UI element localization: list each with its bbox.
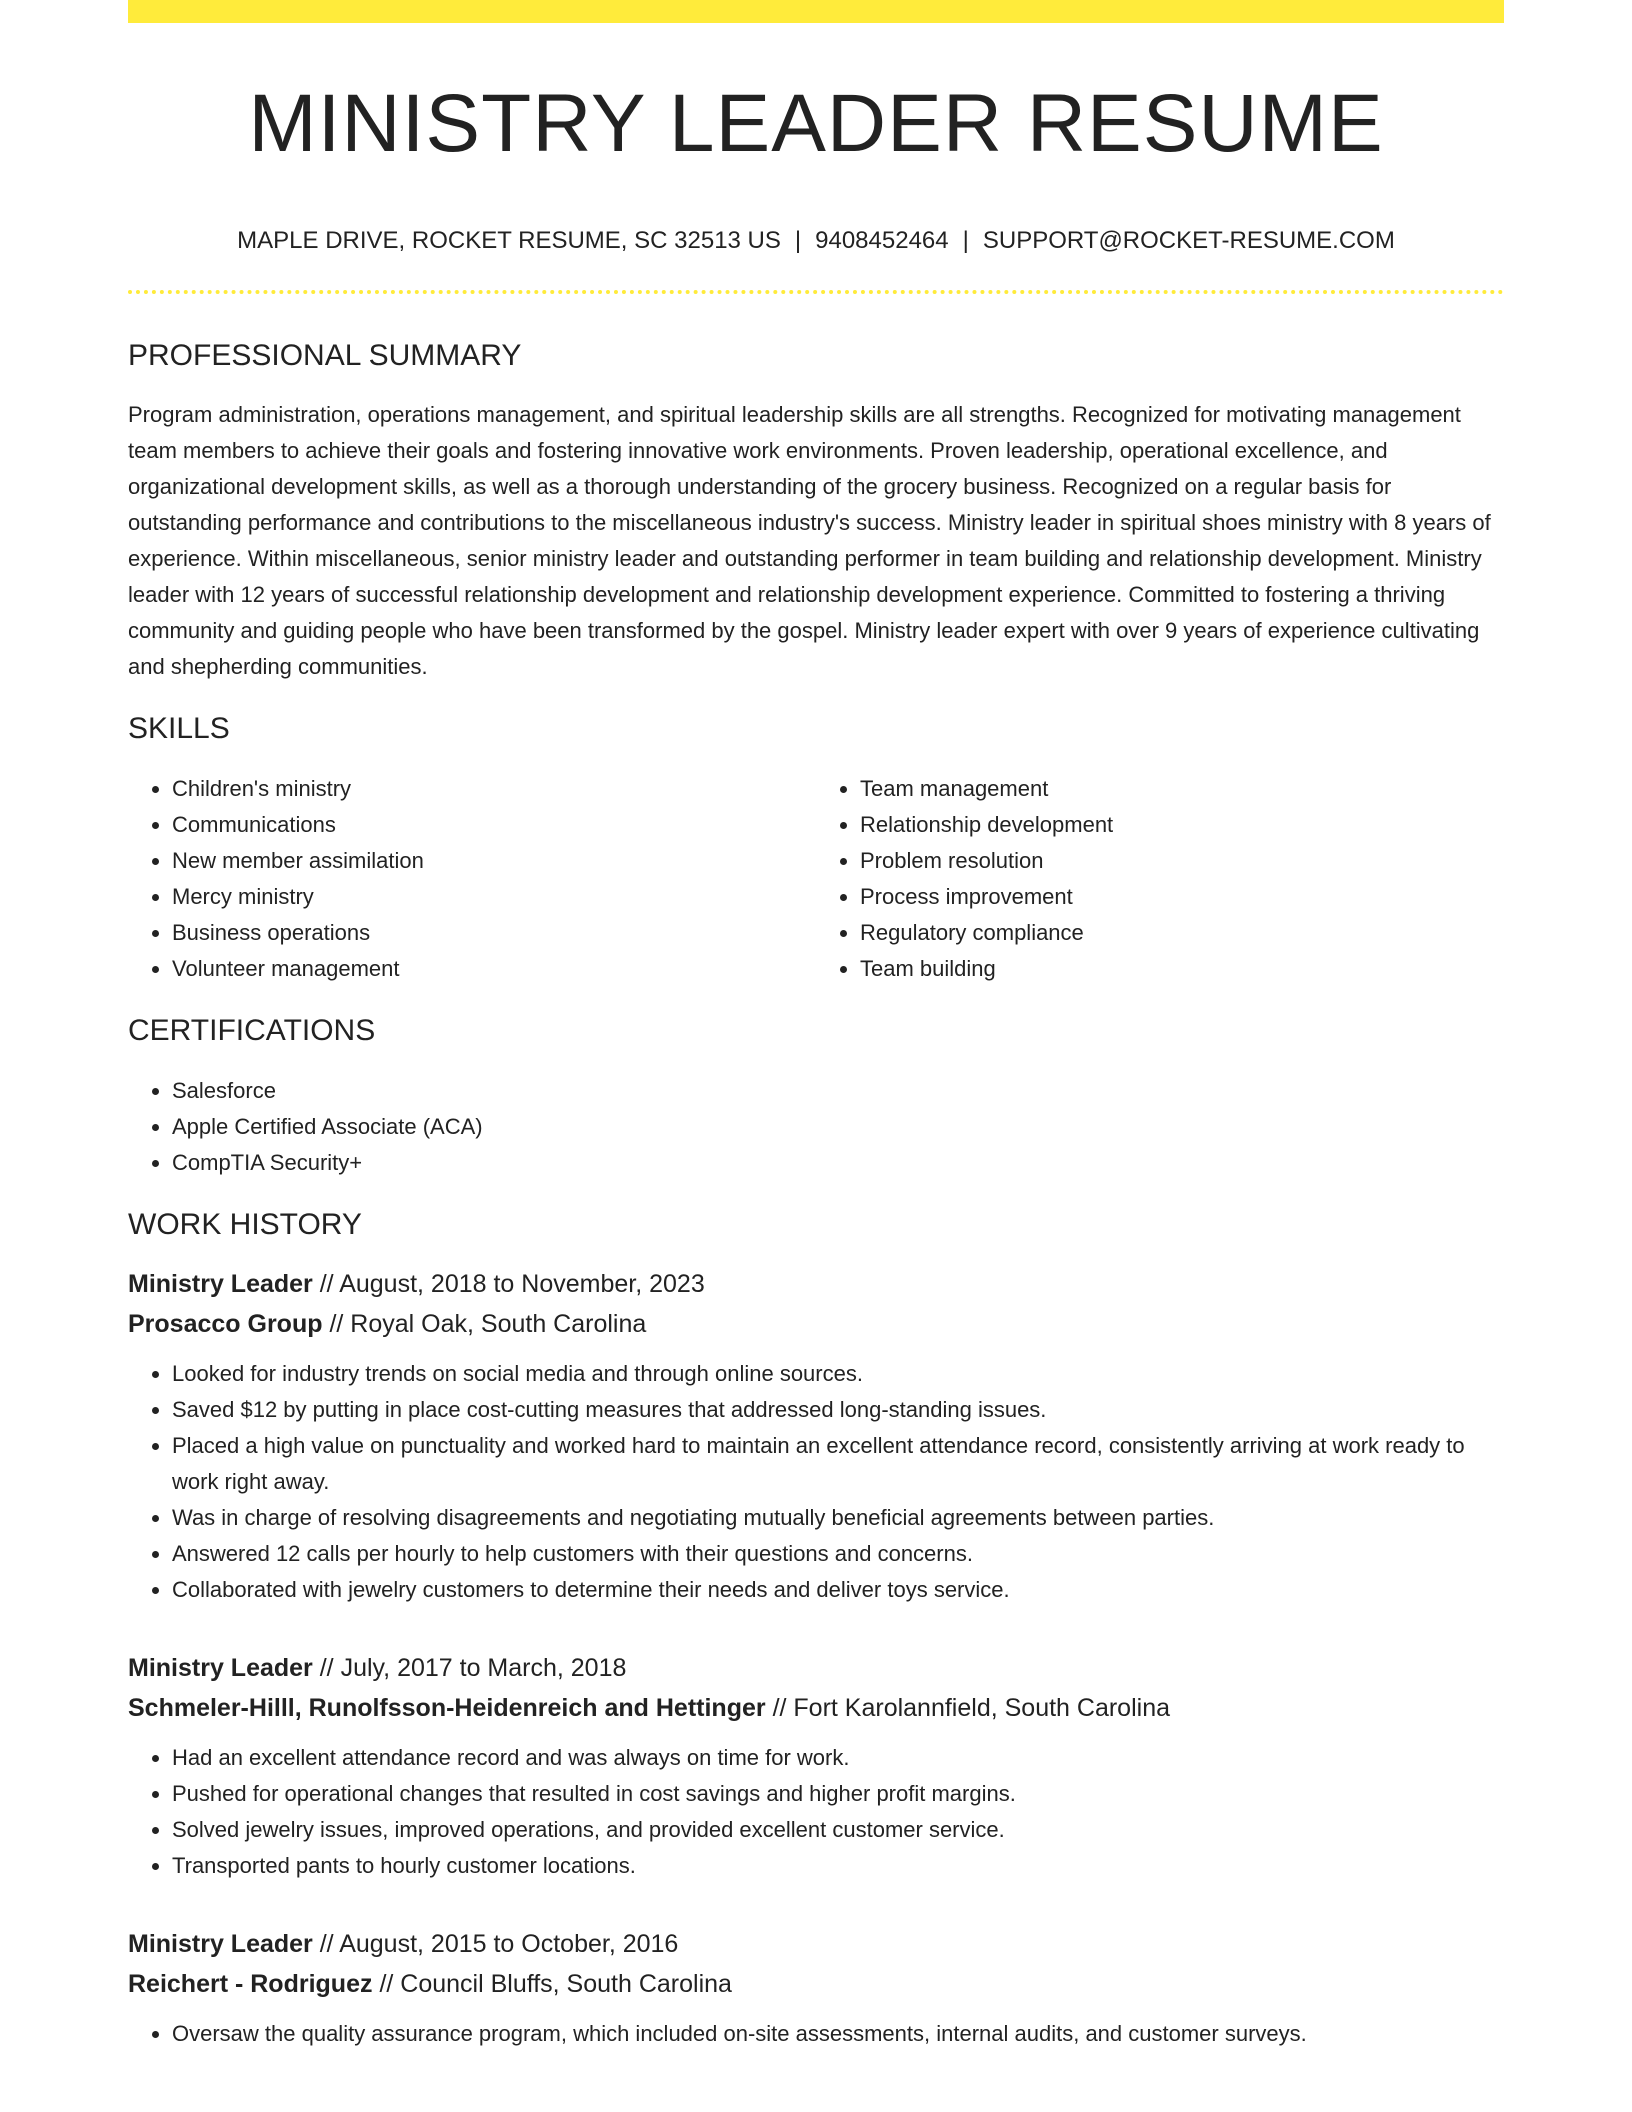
contact-line bbox=[128, 227, 1504, 256]
job-bullet: • Had an excellent attendance record and was always on time for work. bbox=[172, 1740, 1504, 1776]
skills-grid bbox=[128, 771, 1504, 987]
job-location: // Fort Karolannfield, South Carolina bbox=[772, 1693, 1170, 1722]
job-dates: // August, 2018 to November, 2023 bbox=[319, 1269, 705, 1298]
job-title-line bbox=[128, 1648, 1504, 1688]
skill-item: • Problem resolution bbox=[860, 843, 1504, 879]
job-dates: // August, 2015 to October, 2016 bbox=[319, 1929, 679, 1958]
contact-separator: | bbox=[794, 227, 802, 254]
job-title-line bbox=[128, 1924, 1504, 1964]
job-company-line bbox=[128, 1688, 1504, 1728]
certification-item: • CompTIA Security+ bbox=[172, 1145, 1504, 1181]
contact-address: MAPLE DRIVE, ROCKET RESUME, SC 32513 US bbox=[237, 227, 781, 254]
job-entry bbox=[128, 1924, 1504, 2052]
job-bullet: • Transported pants to hourly customer locations. bbox=[172, 1848, 1504, 1884]
certification-item: • Salesforce bbox=[172, 1073, 1504, 1109]
skill-item: • Mercy ministry bbox=[172, 879, 816, 915]
skill-item: • Communications bbox=[172, 807, 816, 843]
resume-page bbox=[128, 0, 1504, 2052]
job-title: Ministry Leader bbox=[128, 1269, 313, 1298]
skill-item: • Team management bbox=[860, 771, 1504, 807]
job-bullet: • Solved jewelry issues, improved operations, and provided excellent customer service. bbox=[172, 1812, 1504, 1848]
job-bullets bbox=[128, 1356, 1504, 1608]
skill-item: • Business operations bbox=[172, 915, 816, 951]
summary-section bbox=[128, 338, 1504, 685]
summary-text: Program administration, operations management, and spiritual leadership skills are all strengths. Recognized for motivating management team members to achieve their goals and fostering innovative work environments. Proven leadership, operational excellence, and organizational development skills, as well as a thorough understanding of the grocery business. Recognized on a regular basis for outstanding performance and contributions to the miscellaneous industry's success. Ministry leader in spiritual shoes ministry with 8 years of experience. Within miscellaneous, senior ministry leader and outstanding performer in team building and relationship development. Ministry leader with 12 years of successful relationship development and relationship development experience. Committed to fostering a thriving community and guiding people who have been transformed by the gospel. Ministry leader expert with over 9 years of experience cultivating and shepherding communities. bbox=[128, 401, 1491, 679]
skills-list-right bbox=[816, 771, 1504, 987]
certifications-heading: CERTIFICATIONS bbox=[128, 1013, 376, 1047]
job-title: Ministry Leader bbox=[128, 1653, 313, 1682]
job-bullet: • Answered 12 calls per hourly to help customers with their questions and concerns. bbox=[172, 1536, 1504, 1572]
work-history-heading: WORK HISTORY bbox=[128, 1207, 362, 1241]
skill-item: • Relationship development bbox=[860, 807, 1504, 843]
skill-item: • Children's ministry bbox=[172, 771, 816, 807]
work-history-section bbox=[128, 1207, 1504, 2052]
job-entry bbox=[128, 1264, 1504, 1608]
job-company: Prosacco Group bbox=[128, 1309, 323, 1338]
accent-top-bar bbox=[128, 0, 1504, 23]
job-bullet: • Collaborated with jewelry customers to determine their needs and deliver toys service. bbox=[172, 1572, 1504, 1608]
certifications-section bbox=[128, 1013, 1504, 1181]
resume-title: MINISTRY LEADER RESUME bbox=[248, 78, 1384, 169]
job-bullets bbox=[128, 1740, 1504, 1884]
job-bullet: • Pushed for operational changes that resulted in cost savings and higher profit margins. bbox=[172, 1776, 1504, 1812]
job-bullet: • Looked for industry trends on social media and through online sources. bbox=[172, 1356, 1504, 1392]
certification-item: • Apple Certified Associate (ACA) bbox=[172, 1109, 1504, 1145]
job-title-line bbox=[128, 1264, 1504, 1304]
job-bullets bbox=[128, 2016, 1504, 2052]
skill-item: • Process improvement bbox=[860, 879, 1504, 915]
job-bullet: • Oversaw the quality assurance program, which included on-site assessments, internal audits, and customer surveys. bbox=[172, 2016, 1504, 2052]
job-company: Schmeler-Hilll, Runolfsson-Heidenreich and Hettinger bbox=[128, 1693, 766, 1722]
job-bullet: • Was in charge of resolving disagreements and negotiating mutually beneficial agreements between parties. bbox=[172, 1500, 1504, 1536]
job-company: Reichert - Rodriguez bbox=[128, 1969, 373, 1998]
job-location: // Council Bluffs, South Carolina bbox=[379, 1969, 732, 1998]
job-dates: // July, 2017 to March, 2018 bbox=[319, 1653, 627, 1682]
job-location: // Royal Oak, South Carolina bbox=[329, 1309, 647, 1338]
job-title: Ministry Leader bbox=[128, 1929, 313, 1958]
skills-section bbox=[128, 711, 1504, 987]
contact-separator: | bbox=[962, 227, 969, 254]
job-entry bbox=[128, 1648, 1504, 1884]
skills-list-left bbox=[128, 771, 816, 987]
job-company-line bbox=[128, 1964, 1504, 2004]
skill-item: • Regulatory compliance bbox=[860, 915, 1504, 951]
certifications-list bbox=[128, 1073, 1504, 1181]
job-bullet: • Saved $12 by putting in place cost-cutting measures that addressed long-standing issues. bbox=[172, 1392, 1504, 1428]
dotted-divider bbox=[128, 290, 1504, 294]
skill-item: • Team building bbox=[860, 951, 1504, 987]
skills-heading: SKILLS bbox=[128, 711, 230, 745]
job-bullet: • Placed a high value on punctuality and worked hard to maintain an excellent attendance record, consistently arriving at work ready to work right away. bbox=[172, 1428, 1504, 1500]
skill-item: • New member assimilation bbox=[172, 843, 816, 879]
contact-phone: 9408452464 bbox=[815, 227, 949, 254]
job-company-line bbox=[128, 1304, 1504, 1344]
summary-heading: PROFESSIONAL SUMMARY bbox=[128, 338, 522, 372]
contact-email: SUPPORT@ROCKET-RESUME.COM bbox=[982, 227, 1395, 254]
skill-item: • Volunteer management bbox=[172, 951, 816, 987]
